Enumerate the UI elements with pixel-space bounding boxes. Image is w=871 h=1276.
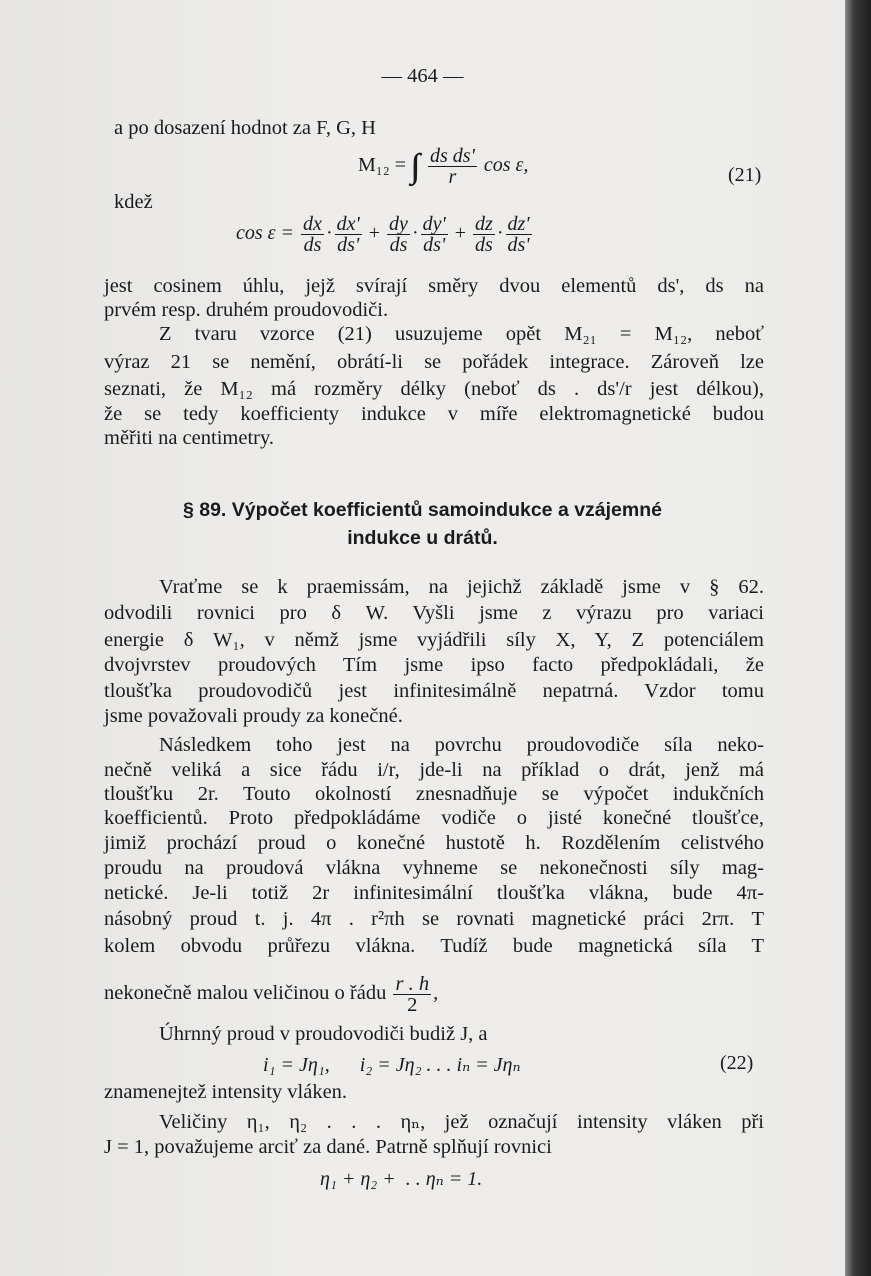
frac-dy-ds [387,214,410,255]
para4-last-tail: , [433,982,439,1005]
para3-line: Vraťme se k praemissám, na jejichž základě jsme v § 62. [159,576,764,598]
page-number: — 464 — [381,65,464,87]
eq21-tail: cos ε, [483,154,529,177]
para1-line: prvém resp. druhém proudovodiči. [104,299,389,321]
eq21-fraction [428,146,477,187]
para4-last-text: nekonečně malou veličinou o řádu [104,982,387,1005]
para3-line: tloušťka proudovodičů jest infinitesimálně nepatrná. Vzdor tomu [104,680,764,702]
order-den: 2 [407,994,418,1016]
section-heading: indukce u drátů. [347,527,498,549]
para4-line: koefficientů. Proto předpokládáme vodiče o jisté konečné tloušťce, [104,807,764,829]
frac-dz-prime [506,214,532,255]
order-fraction [393,974,431,1015]
para6-line: J = 1, považujeme arciť za dané. Patrně splňují rovnici [104,1136,552,1158]
dot: · [325,222,333,245]
para5-tail: znamenejtež intensity vláken. [104,1081,348,1103]
para1-line: jest cosinem úhlu, jejž svírají směry dvou elementů ds', ds na [104,275,764,297]
eq21-den: r [448,166,457,188]
para3-line: jsme považovali proudy za konečné. [104,705,403,727]
frac-num: dz' [507,213,530,235]
para2-line: že se tedy koefficienty indukce v míře elektromagnetické budou [104,403,764,425]
frac-num: dy' [422,213,446,235]
para2-line: měřiti na centimetry. [104,427,275,449]
equation-label-21: (21) [728,164,762,186]
frac-num: dx' [336,213,360,235]
frac-num: dx [303,213,322,235]
plus: + [454,222,467,245]
frac-den: ds [475,234,493,256]
dot: · [496,222,504,245]
equation-label-22: (22) [720,1052,754,1074]
kdez-word: kdež [114,191,153,213]
frac-den: ds' [507,234,530,256]
page-edge-shadow [845,0,871,1276]
para2-line: seznati, že M₁₂ má rozměry délky (neboť ds . ds'/r jest délkou), [104,378,764,400]
intro-line: a po dosazení hodnot za F, G, H [114,117,376,139]
frac-den: ds' [423,234,446,256]
para4-line: tloušťku 2r. Touto okolností znesnadňuje se výpočet indukčních [104,783,764,805]
para4-line: jimiž prochází proud o konečné hustotě h. Rozdělením celistvého [104,832,764,854]
cos-lhs: cos ε = [236,222,295,245]
para4-line: kolem obvodu průřezu vlákna. Tudíž bude magnetická síla T [104,935,764,957]
para4-line: netické. Je-li totiž 2r infinitesimální tloušťka vlákna, bude 4π- [104,882,764,904]
para4-line: násobný proud t. j. 4π . r²πh se rovnati magnetické práci 2rπ. T [104,908,764,930]
equation-21 [358,146,528,187]
equation-cos [236,214,534,255]
frac-dy-prime [421,214,448,255]
para3-line: odvodili rovnici pro δ W. Vyšli jsme z výrazu pro variaci [104,602,764,624]
frac-dx-ds [301,214,324,255]
para2-line: výraz 21 se nemění, obrátí-li se pořádek integrace. Zároveň lze [104,351,764,373]
frac-dx-prime [335,214,362,255]
eq21-lhs: M₁₂ = [358,154,407,177]
equation-sum: η₁ + η₂ + . . ηₙ = 1. [320,1168,483,1190]
frac-num: dy [389,213,408,235]
plus: + [368,222,381,245]
frac-dz-ds [473,214,495,255]
para2-line: Z tvaru vzorce (21) usuzujeme opět M₂₁ = M₁₂, neboť [159,323,764,345]
frac-den: ds [389,234,408,256]
section-heading: § 89. Výpočet koefficientů samoindukce a vzájemné [182,499,663,521]
frac-den: ds [303,234,322,256]
order-num: r . h [395,973,430,995]
frac-num: dz [475,213,493,235]
equation-22: i₁ = Jη₁, i₂ = Jη₂ . . . iₙ = Jηₙ [263,1054,521,1076]
para6-line: Veličiny η₁, η₂ . . . ηₙ, jež označují intensity vláken při [159,1111,764,1133]
para5-line: Úhrnný proud v proudovodiči budiž J, a [159,1023,488,1045]
para4-line: Následkem toho jest na povrchu proudovodiče síla neko- [159,734,764,756]
para4-line: proudu na proudová vlákna vyhneme se nekonečnosti síly mag- [104,857,764,879]
para3-line: dvojvrstev proudových Tím jsme ipso facto předpokládali, že [104,654,764,676]
para4-line: nečně veliká a sice řádu i/r, jde-li na příklad o drát, jenž má [104,759,764,781]
para3-line: energie δ W₁, v němž jsme vyjádřili síly X, Y, Z potenciálem [104,629,764,651]
frac-den: ds' [337,234,360,256]
para4-last-line [104,974,438,1015]
dot: · [411,222,419,245]
eq21-num: ds ds' [430,145,475,167]
